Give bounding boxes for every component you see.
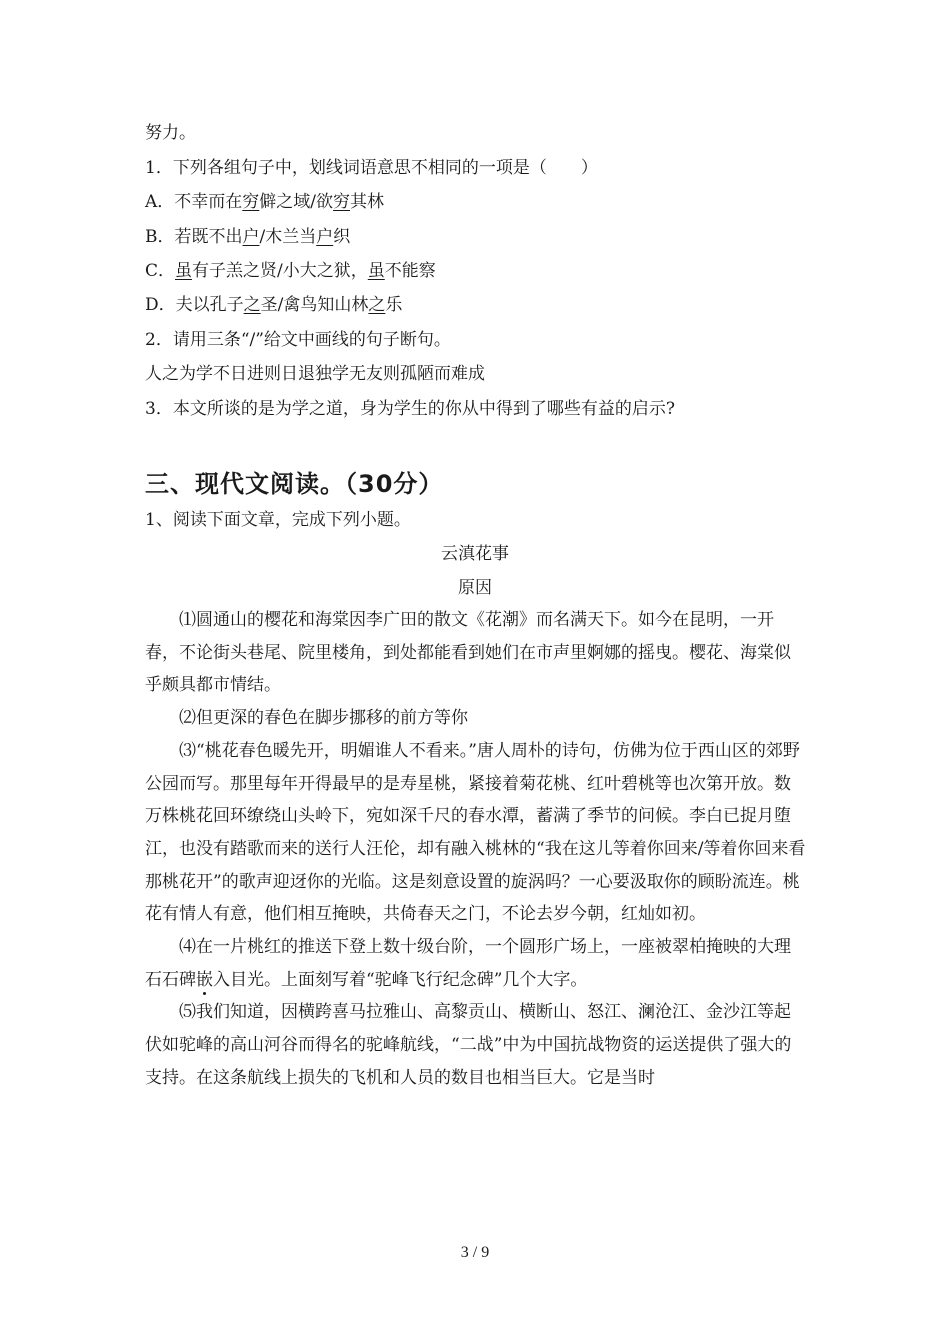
- article-body: [145, 604, 807, 1095]
- underlined-word: 穷: [333, 192, 351, 212]
- underlined-word: 虽: [367, 261, 385, 281]
- paragraph-5: ⑸我们知道，因横跨喜马拉雅山、高黎贡山、横断山、怒江、澜沧江、金沙江等起伏如驼峰的高山河谷而得名的驼峰航线，“二战”中为中国抗战物资的运送提供了强大的支持。在这条航线上损失的飞机和人员的数目也相当巨大。它是当时: [145, 1002, 792, 1088]
- question-3: 3．本文所谈的是为学之道，身为学生的你从中得到了哪些有益的启示?: [145, 399, 675, 419]
- underlined-word: 之: [368, 295, 386, 315]
- underlined-word: 户: [242, 227, 260, 247]
- article-title: 云滇花事: [441, 544, 509, 564]
- question-1: 1．下列各组句子中，划线词语意思不相同的一项是（ ）: [145, 158, 598, 178]
- underlined-word: 穷: [242, 192, 260, 212]
- question-2: 2．请用三条“/”给文中画线的句子断句。: [145, 330, 451, 350]
- paragraph-1: ⑴圆通山的樱花和海棠因李广田的散文《花潮》而名满天下。如今在昆明，一开春，不论街头巷尾、院里楼角，到处都能看到她们在市声里婀娜的摇曳。樱花、海棠似乎颇具都市情结。: [145, 610, 791, 696]
- underlined-word: 虽: [175, 261, 193, 281]
- section-heading: 三、现代文阅读。（30分）: [145, 470, 444, 498]
- text-line: 努力。: [145, 123, 196, 143]
- paragraph-3: ⑶“桃花春色暖先开，明媚谁人不看来。”唐人周朴的诗句，仿佛为位于西山区的郊野公园而写。那里每年开得最早的是寿星桃，紧接着菊花桃、红叶碧桃等也次第开放。数万株桃花回环缭绕山头岭下，宛如深千尺的春水潭，蓄满了季节的问候。李白已捉月堕江，也没有踏歌而来的送行人汪伦，却有融入桃林的“我在这儿等着你回来/等着你回来看那桃花开”的歌声迎迓你的光临。这是刻意设置的旋涡吗？一心要汲取你的顾盼流连。桃花有情人有意，他们相互掩映，共倚春天之门，不论去岁今朝，红灿如初。: [145, 740, 806, 925]
- sentence-to-punctuate: 人之为学不日进则日退独学无友则孤陋而难成: [145, 364, 485, 384]
- underlined-word: 户: [316, 227, 334, 247]
- option-c: C．虽有子羔之贤/小大之狱，虽不能察: [145, 261, 436, 281]
- option-b: B．若既不出户/木兰当户织: [145, 227, 351, 247]
- section-intro: 1、阅读下面文章，完成下列小题。: [145, 510, 411, 530]
- paragraph-2: ⑵但更深的春色在脚步挪移的前方等你: [179, 708, 468, 729]
- underlined-word: 之: [243, 295, 261, 315]
- paragraph-4: ⑷在一片桃红的推送下登上数十级台阶，一个圆形广场上，一座被翠柏掩映的大理石石碑嵌入目光。上面刻写着“驼峰飞行纪念碑”几个大字。: [145, 937, 791, 990]
- article-subtitle: 原因: [458, 578, 492, 598]
- page-number: 3 / 9: [460, 1244, 490, 1261]
- option-d: D．夫以孔子之圣/禽鸟知山林之乐: [145, 295, 403, 315]
- option-a: A．不幸而在穷僻之域/欲穷其林: [145, 192, 385, 212]
- emphasis-dot-char: 嵌: [196, 969, 213, 990]
